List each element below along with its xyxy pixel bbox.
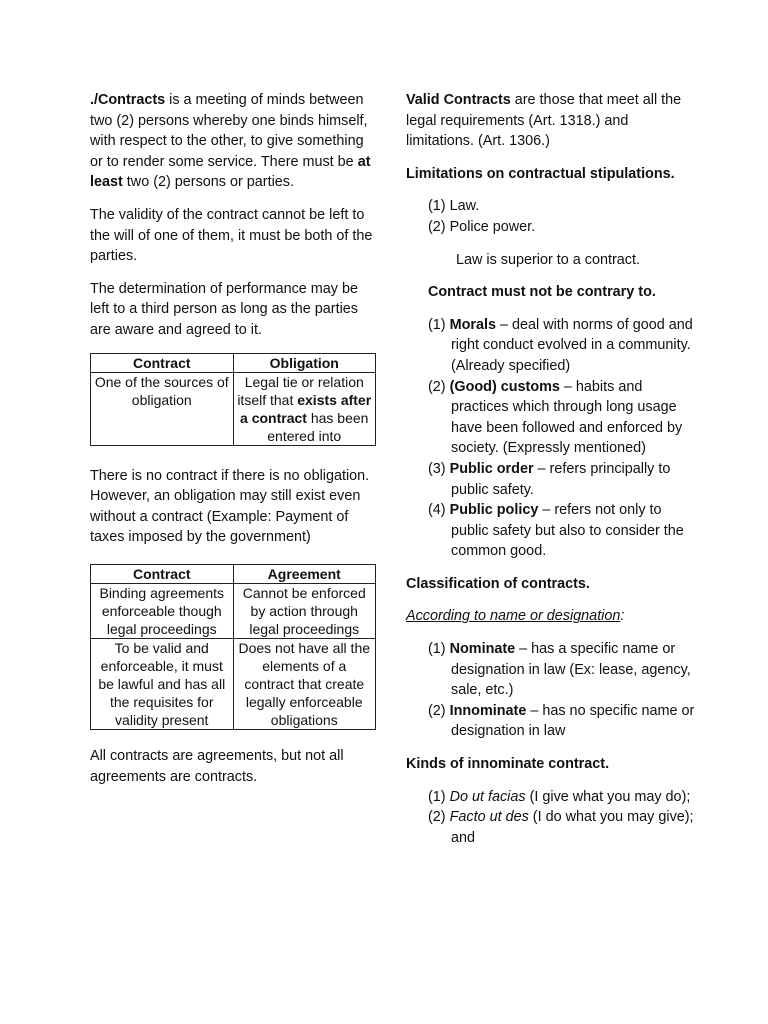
agreements-paragraph: All contracts are agreements, but not all agreements are contracts.	[90, 747, 344, 785]
list-item: (1) Morals – deal with norms of good and right conduct evolved in a community. (Already specified)	[428, 316, 693, 374]
list-item: (2) Police power.	[428, 218, 536, 235]
contract-obligation-table	[90, 353, 376, 446]
contracts-term: Contracts	[98, 92, 166, 108]
table-cell: Does not have all the elements of a contract that create legally enforceable obligations	[233, 638, 376, 729]
right-column	[406, 90, 698, 848]
left-column	[90, 90, 375, 799]
list-item: (4) Public policy – refers not only to public safety but also to consider the common good.	[428, 502, 684, 560]
table-cell: One of the sources of obligation	[91, 372, 234, 445]
list-item: (1) Do ut facias (I give what you may do);	[428, 788, 691, 805]
list-item: (1) Law.	[428, 198, 480, 215]
table-header: Obligation	[233, 353, 376, 372]
kinds-heading: Kinds of innominate contract.	[406, 756, 610, 773]
validity-paragraph: The validity of the contract cannot be left to the will of one of them, it must be both of the parties.	[90, 206, 373, 265]
limitations-heading: Limitations on contractual stipulations.	[406, 165, 675, 182]
table-header: Agreement	[233, 564, 376, 583]
contrary-list	[406, 315, 698, 562]
table-cell: Binding agreements enforceable though legal proceedings	[91, 583, 234, 638]
according-subheading: According to name or designation:	[406, 608, 625, 625]
kinds-list	[406, 787, 698, 849]
superior-line: Law is superior to a contract.	[456, 251, 640, 268]
table-row	[91, 583, 376, 638]
names-list	[406, 639, 698, 742]
table-header: Contract	[91, 564, 234, 583]
limitations-list	[406, 196, 698, 237]
valid-contracts-paragraph: Valid Contracts are those that meet all the legal requirements (Art. 1318.) and limitations. (Art. 1306.)	[406, 92, 682, 150]
table-header: Contract	[91, 353, 234, 372]
list-item: (2) Innominate – has no specific name or designation in law	[428, 702, 695, 740]
table-cell: Cannot be enforced by action through legal proceedings	[233, 583, 376, 638]
performance-paragraph: The determination of performance may be left to a third person as long as the parties are aware and agreed to it.	[90, 280, 358, 338]
list-item: (1) Nominate – has a specific name or designation in law (Ex: lease, agency, sale, etc.)	[428, 641, 691, 699]
table-cell: Legal tie or relation itself that exists after a contract has been entered into	[233, 372, 376, 445]
list-item: (2) Facto ut des (I do what you may give); and	[428, 809, 694, 846]
list-item: (3) Public order – refers principally to public safety.	[428, 460, 671, 498]
no-contract-paragraph: There is no contract if there is no obligation. However, an obligation may still exist even without a contract (Example: Payment of taxes imposed by the government)	[90, 467, 370, 546]
classification-heading: Classification of contracts.	[406, 575, 590, 592]
contracts-definition: ./Contracts is a meeting of minds between two (2) persons whereby one binds himself, with respect to the other, to give something or to render some service. There must be at least two (2) persons or parties.	[90, 92, 371, 191]
contract-agreement-table	[90, 564, 376, 730]
table-cell: To be valid and enforceable, it must be lawful and has all the requisites for validity present	[91, 638, 234, 729]
table-row	[91, 638, 376, 729]
contrary-heading: Contract must not be contrary to.	[428, 284, 656, 301]
table-row	[91, 372, 376, 445]
list-item: (2) (Good) customs – habits and practices which through long usage have been followed and enforced by society. (Expressly mentioned)	[428, 378, 683, 457]
